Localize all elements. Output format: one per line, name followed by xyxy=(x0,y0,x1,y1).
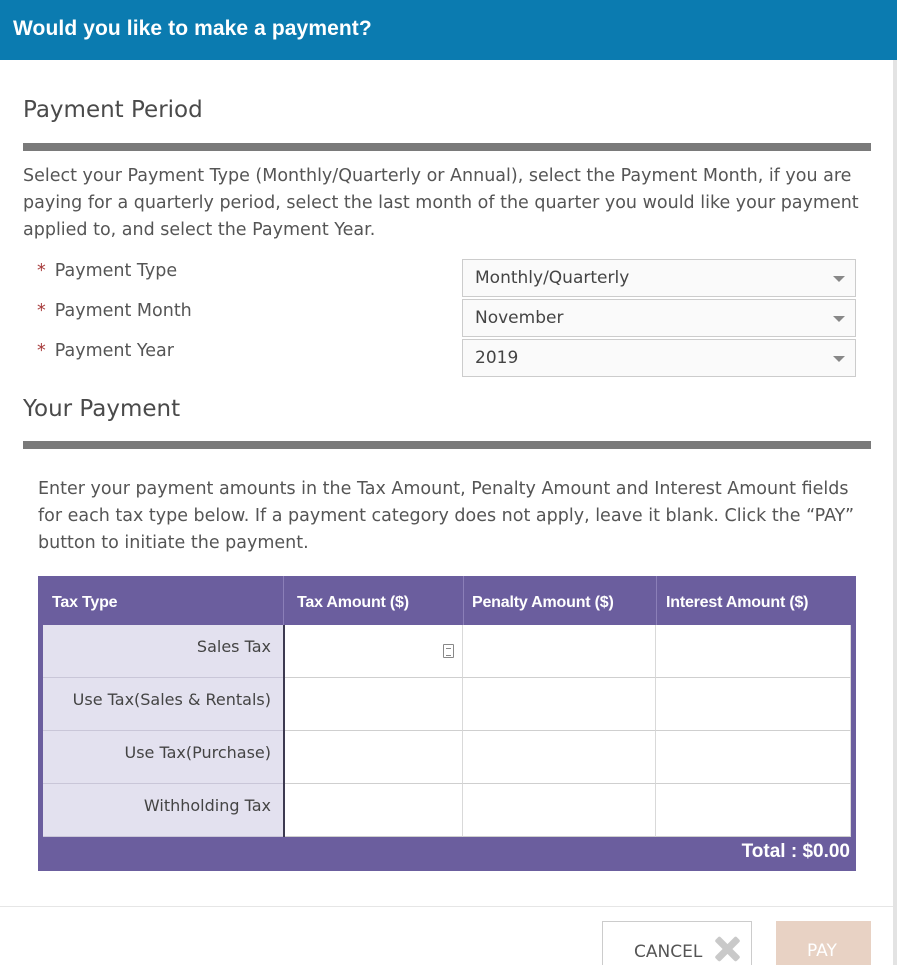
use-tax-purchase-interest-cell[interactable] xyxy=(656,731,851,784)
payment-period-title: Payment Period xyxy=(23,97,203,123)
modal-scroll-edge xyxy=(893,60,897,965)
withholding-tax-penalty-cell[interactable] xyxy=(463,784,656,837)
use-tax-sales-rentals-penalty-cell[interactable] xyxy=(463,678,656,731)
your-payment-divider xyxy=(23,441,871,449)
column-header-tax-amount: Tax Amount ($) xyxy=(297,594,409,611)
payment-month-value: November xyxy=(475,308,564,328)
column-header-penalty-amount: Penalty Amount ($) xyxy=(472,594,614,611)
your-payment-description: Enter your payment amounts in the Tax Amount, Penalty Amount and Interest Amount fields for each tax type below. If a payment category does not apply, leave it blank. Click the “PAY” button to initiate the payment. xyxy=(38,479,855,553)
use-tax-sales-rentals-amount-input[interactable] xyxy=(285,678,462,730)
payment-grid xyxy=(38,576,856,871)
pay-button-label: PAY xyxy=(807,941,837,961)
amount-cells xyxy=(283,625,851,837)
payment-type-value: Monthly/Quarterly xyxy=(475,268,630,288)
your-payment-title: Your Payment xyxy=(23,396,181,422)
payment-year-label xyxy=(37,341,174,361)
payment-type-label-text: Payment Type xyxy=(54,261,178,281)
caret-down-icon xyxy=(833,276,845,282)
payment-type-select[interactable] xyxy=(462,259,856,297)
row-label-sales-tax: Sales Tax xyxy=(43,625,283,678)
withholding-tax-interest-cell[interactable] xyxy=(656,784,851,837)
dialog-title: Would you like to make a payment? xyxy=(0,0,897,60)
payment-total: Total : $0.00 xyxy=(741,841,850,862)
close-icon xyxy=(712,934,742,964)
row-label-use-tax-purchase: Use Tax(Purchase) xyxy=(43,731,283,784)
sales-tax-penalty-input[interactable] xyxy=(463,625,655,677)
caret-down-icon xyxy=(833,356,845,362)
cancel-button-label: CANCEL xyxy=(634,942,703,962)
sales-tax-amount-cell[interactable] xyxy=(285,625,463,678)
cancel-button[interactable] xyxy=(602,921,752,965)
use-tax-purchase-penalty-cell[interactable] xyxy=(463,731,656,784)
required-mark: * xyxy=(37,341,46,361)
required-mark: * xyxy=(37,301,46,321)
pay-button[interactable] xyxy=(776,921,871,965)
withholding-tax-interest-input[interactable] xyxy=(656,784,850,836)
row-label-use-tax-sales-rentals: Use Tax(Sales & Rentals) xyxy=(43,678,283,731)
withholding-tax-penalty-input[interactable] xyxy=(463,784,655,836)
use-tax-purchase-amount-cell[interactable] xyxy=(285,731,463,784)
use-tax-sales-rentals-interest-cell[interactable] xyxy=(656,678,851,731)
column-header-tax-type: Tax Type xyxy=(52,594,118,611)
payment-month-select[interactable] xyxy=(462,299,856,337)
required-mark: * xyxy=(37,261,46,281)
payment-year-select[interactable] xyxy=(462,339,856,377)
payment-month-label xyxy=(37,301,192,321)
use-tax-sales-rentals-interest-input[interactable] xyxy=(656,678,850,730)
payment-period-divider xyxy=(23,143,871,151)
withholding-tax-amount-input[interactable] xyxy=(285,784,462,836)
use-tax-sales-rentals-amount-cell[interactable] xyxy=(285,678,463,731)
caret-down-icon xyxy=(833,316,845,322)
payment-month-label-text: Payment Month xyxy=(54,301,192,321)
use-tax-purchase-interest-input[interactable] xyxy=(656,731,850,783)
sales-tax-interest-input[interactable] xyxy=(656,625,850,677)
sales-tax-penalty-cell[interactable] xyxy=(463,625,656,678)
payment-year-label-text: Payment Year xyxy=(54,341,174,361)
footer-divider xyxy=(0,906,893,907)
withholding-tax-amount-cell[interactable] xyxy=(285,784,463,837)
use-tax-purchase-penalty-input[interactable] xyxy=(463,731,655,783)
payment-year-value: 2019 xyxy=(475,348,519,368)
sales-tax-amount-input[interactable] xyxy=(285,625,462,677)
calculator-icon[interactable] xyxy=(443,644,454,658)
use-tax-sales-rentals-penalty-input[interactable] xyxy=(463,678,655,730)
payment-type-label xyxy=(37,261,177,281)
row-label-withholding-tax: Withholding Tax xyxy=(43,784,283,837)
payment-period-description: Select your Payment Type (Monthly/Quarterly or Annual), select the Payment Month, if you are paying for a quarterly period, select the last month of the quarter you would like your payment applied to, and select the Payment Year. xyxy=(23,166,859,240)
column-header-interest-amount: Interest Amount ($) xyxy=(666,594,809,611)
use-tax-purchase-amount-input[interactable] xyxy=(285,731,462,783)
sales-tax-interest-cell[interactable] xyxy=(656,625,851,678)
